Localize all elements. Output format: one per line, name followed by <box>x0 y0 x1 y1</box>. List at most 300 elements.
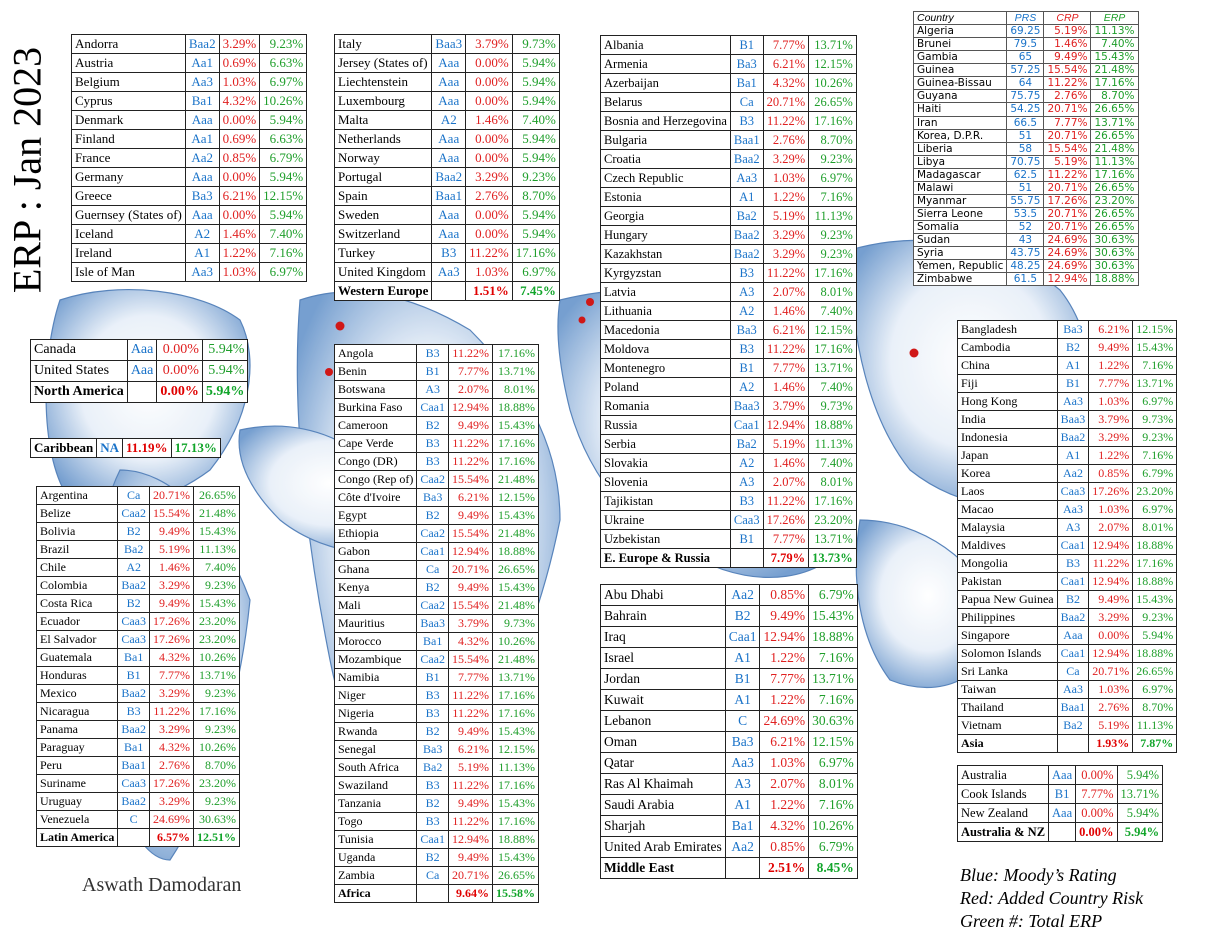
erp-value: 7.16% <box>1133 447 1177 465</box>
table-row <box>914 194 1139 207</box>
erp-value: 17.16% <box>492 453 538 471</box>
country-name: Haiti <box>914 103 1007 116</box>
country-name: Uruguay <box>37 793 118 811</box>
crp-value: 5.19% <box>763 435 809 454</box>
moody-rating: B3 <box>417 435 449 453</box>
table-row <box>37 739 240 757</box>
table-row <box>31 361 248 382</box>
crp-value: 24.69% <box>1044 247 1091 260</box>
country-name: Brazil <box>37 541 118 559</box>
erp-value: 21.48% <box>492 471 538 489</box>
table-row <box>601 302 857 321</box>
crp-value: 9.49% <box>149 523 193 541</box>
country-name: Tajikistan <box>601 492 731 511</box>
table-row <box>335 417 539 435</box>
erp-value: 15.43% <box>492 795 538 813</box>
erp-value: 7.16% <box>809 648 858 669</box>
crp-value: 20.71% <box>1044 181 1091 194</box>
moody-rating: Ba3 <box>417 741 449 759</box>
country-name: Iran <box>914 116 1007 129</box>
country-name: Malaysia <box>958 519 1058 537</box>
table-row <box>914 142 1139 155</box>
table-row <box>335 813 539 831</box>
table-row <box>601 169 857 188</box>
moody-rating: B1 <box>118 667 150 685</box>
crp-value: 12.94% <box>448 831 492 849</box>
moody-rating: Aa3 <box>1057 393 1089 411</box>
erp-value: 30.63% <box>193 811 239 829</box>
country-name: Somalia <box>914 221 1007 234</box>
erp-value: 26.65% <box>1091 207 1138 220</box>
country-name: Togo <box>335 813 417 831</box>
country-name: Austria <box>72 54 186 73</box>
erp-value: 7.45% <box>512 282 559 301</box>
crp-value: 11.22% <box>763 112 809 131</box>
erp-value: 17.16% <box>1133 555 1177 573</box>
legend <box>960 864 1143 933</box>
moody-rating: Caa1 <box>1057 573 1089 591</box>
prs-score: 48.25 <box>1007 260 1044 273</box>
erp-value: 17.13% <box>171 439 220 458</box>
table-row <box>601 321 857 340</box>
moody-rating: Caa1 <box>1057 645 1089 663</box>
erp-value: 7.40% <box>193 559 239 577</box>
erp-value: 13.71% <box>1117 785 1163 804</box>
country-name: North America <box>31 382 128 403</box>
moody-rating: Baa1 <box>432 187 466 206</box>
erp-value: 11.13% <box>193 541 239 559</box>
table-row <box>72 187 307 206</box>
erp-value: 17.16% <box>809 340 857 359</box>
crp-value: 4.32% <box>219 92 260 111</box>
legend-crp: Red: Added Country Risk <box>960 888 1144 908</box>
table-row <box>37 721 240 739</box>
legend-erp: Green #: Total ERP <box>960 911 1103 931</box>
moody-rating: Caa1 <box>1057 537 1089 555</box>
table-row <box>72 225 307 244</box>
prs-score: 64 <box>1007 77 1044 90</box>
moody-rating: Ba1 <box>185 92 219 111</box>
table-row <box>601 283 857 302</box>
erp-value: 30.63% <box>1091 247 1138 260</box>
country-name: Greece <box>72 187 186 206</box>
table-row <box>335 687 539 705</box>
country-name: Morocco <box>335 633 417 651</box>
erp-value: 12.15% <box>809 732 858 753</box>
erp-value: 15.43% <box>492 507 538 525</box>
crp-value: 11.22% <box>1044 77 1091 90</box>
erp-value: 23.20% <box>193 631 239 649</box>
table-row <box>958 375 1177 393</box>
crp-value: 0.00% <box>466 92 513 111</box>
asia-table <box>957 320 1177 753</box>
table-row <box>601 711 858 732</box>
prs-score: 52 <box>1007 221 1044 234</box>
table-row <box>914 247 1139 260</box>
crp-value: 1.03% <box>219 73 260 92</box>
total-row <box>335 282 560 301</box>
table-row <box>914 181 1139 194</box>
crp-value: 1.93% <box>1089 735 1133 753</box>
country-name: Guinea-Bissau <box>914 77 1007 90</box>
erp-value: 6.97% <box>260 263 307 282</box>
table-row <box>37 793 240 811</box>
table-row <box>601 816 858 837</box>
table-row <box>335 453 539 471</box>
country-name: Rwanda <box>335 723 417 741</box>
moody-rating: Ca <box>417 561 449 579</box>
moody-rating: A2 <box>730 302 763 321</box>
erp-value: 18.88% <box>492 399 538 417</box>
prs-score: 79.5 <box>1007 38 1044 51</box>
country-name: Andorra <box>72 35 186 54</box>
country-name: Macao <box>958 501 1058 519</box>
erp-value: 10.26% <box>809 816 858 837</box>
erp-value: 7.16% <box>260 244 307 263</box>
table-row <box>958 393 1177 411</box>
country-name: Honduras <box>37 667 118 685</box>
country-name: Hong Kong <box>958 393 1058 411</box>
erp-value: 26.65% <box>1091 129 1138 142</box>
crp-value: 2.76% <box>1089 699 1133 717</box>
moody-rating: A3 <box>1057 519 1089 537</box>
moody-rating: Baa2 <box>730 150 763 169</box>
erp-value: 6.97% <box>1133 681 1177 699</box>
table-row <box>958 785 1163 804</box>
erp-value: 10.26% <box>492 633 538 651</box>
country-name: Benin <box>335 363 417 381</box>
country-name: Pakistan <box>958 573 1058 591</box>
prs-score: 65 <box>1007 51 1044 64</box>
crp-value: 20.71% <box>763 93 809 112</box>
moody-rating: C <box>118 811 150 829</box>
moody-rating: Ba1 <box>725 816 760 837</box>
table-row <box>335 206 560 225</box>
table-row <box>601 55 857 74</box>
country-name: Congo (DR) <box>335 453 417 471</box>
country-name: Sweden <box>335 206 432 225</box>
table-row <box>37 631 240 649</box>
country-name: Korea, D.P.R. <box>914 129 1007 142</box>
prs-score: 51 <box>1007 181 1044 194</box>
erp-value: 26.65% <box>1091 103 1138 116</box>
crp-value: 4.32% <box>448 633 492 651</box>
country-name: Cape Verde <box>335 435 417 453</box>
erp-value: 30.63% <box>1091 234 1138 247</box>
crp-value: 0.00% <box>219 206 260 225</box>
country-name: Malta <box>335 111 432 130</box>
erp-value: 5.94% <box>512 130 559 149</box>
table-row <box>335 149 560 168</box>
crp-value: 0.85% <box>1089 465 1133 483</box>
crp-value: 1.22% <box>1089 357 1133 375</box>
erp-value: 17.16% <box>492 705 538 723</box>
erp-value: ERP <box>1091 12 1138 25</box>
moody-rating: Baa2 <box>1057 429 1089 447</box>
crp-value: 1.03% <box>1089 393 1133 411</box>
moody-rating <box>118 829 150 847</box>
erp-value: 23.20% <box>1133 483 1177 501</box>
country-name: Spain <box>335 187 432 206</box>
erp-value: 9.23% <box>193 685 239 703</box>
country-name: Ethiopia <box>335 525 417 543</box>
erp-value: 7.40% <box>260 225 307 244</box>
moody-rating: Aaa <box>432 130 466 149</box>
country-name: Burkina Faso <box>335 399 417 417</box>
country-name: Paraguay <box>37 739 118 757</box>
table-row <box>72 244 307 263</box>
table-row <box>601 340 857 359</box>
page-title <box>0 20 54 320</box>
table-row <box>601 226 857 245</box>
table-row <box>601 188 857 207</box>
moody-rating: A3 <box>725 774 760 795</box>
crp-value: 2.76% <box>149 757 193 775</box>
moody-rating: Baa2 <box>730 245 763 264</box>
moody-rating: B2 <box>417 417 449 435</box>
crp-value: 17.26% <box>149 613 193 631</box>
erp-value: 21.48% <box>492 651 538 669</box>
moody-rating: B1 <box>417 669 449 687</box>
crp-value: 1.22% <box>760 795 809 816</box>
crp-value: 9.49% <box>1089 339 1133 357</box>
erp-value: 5.94% <box>202 340 248 361</box>
table-row <box>601 492 857 511</box>
erp-value: 11.13% <box>809 207 857 226</box>
country-name: France <box>72 149 186 168</box>
crp-value: 9.64% <box>448 885 492 903</box>
moody-rating: Aa3 <box>185 73 219 92</box>
erp-value: 26.65% <box>1091 221 1138 234</box>
country-name: Senegal <box>335 741 417 759</box>
erp-value: 6.97% <box>512 263 559 282</box>
table-row <box>335 561 539 579</box>
table-row <box>601 112 857 131</box>
crp-value: 0.00% <box>1076 804 1117 823</box>
erp-value: 13.71% <box>492 363 538 381</box>
country-name: Bolivia <box>37 523 118 541</box>
table-row <box>601 606 858 627</box>
country-name: Germany <box>72 168 186 187</box>
moody-rating: Caa3 <box>118 631 150 649</box>
country-name: Estonia <box>601 188 731 207</box>
crp-value: 0.85% <box>219 149 260 168</box>
erp-value: 17.16% <box>1091 168 1138 181</box>
header-row <box>914 12 1139 25</box>
erp-value: 8.01% <box>809 473 857 492</box>
country-name: Norway <box>335 149 432 168</box>
moody-rating: B2 <box>417 579 449 597</box>
moody-rating: Caa1 <box>730 416 763 435</box>
table-row <box>958 591 1177 609</box>
erp-value: 11.13% <box>1091 25 1138 38</box>
total-row <box>958 823 1163 842</box>
erp-value: 15.43% <box>492 417 538 435</box>
erp-value: 17.16% <box>512 244 559 263</box>
crp-value: 0.00% <box>466 130 513 149</box>
crp-value: 20.71% <box>149 487 193 505</box>
table-row <box>601 435 857 454</box>
table-row <box>37 757 240 775</box>
country-name: Indonesia <box>958 429 1058 447</box>
crp-value: 20.71% <box>448 561 492 579</box>
table-row <box>601 753 858 774</box>
moody-rating: C <box>725 711 760 732</box>
erp-value: 13.71% <box>809 530 857 549</box>
country-name: Bosnia and Herzegovina <box>601 112 731 131</box>
crp-value: 12.94% <box>1089 645 1133 663</box>
erp-value: 5.94% <box>1117 804 1163 823</box>
country-name: Jersey (States of) <box>335 54 432 73</box>
erp-value: 17.16% <box>492 813 538 831</box>
crp-value: 1.46% <box>219 225 260 244</box>
country-name: Botswana <box>335 381 417 399</box>
crp-value: 5.19% <box>448 759 492 777</box>
crp-value: 0.00% <box>1076 823 1117 842</box>
erp-value: 18.88% <box>1133 645 1177 663</box>
western-europe-table-left <box>71 34 307 282</box>
erp-value: 9.23% <box>260 35 307 54</box>
crp-value: 11.22% <box>763 340 809 359</box>
crp-value: 6.21% <box>219 187 260 206</box>
moody-rating: B3 <box>730 340 763 359</box>
erp-value: 12.15% <box>1133 321 1177 339</box>
crp-value: 11.22% <box>448 777 492 795</box>
country-name: Guernsey (States of) <box>72 206 186 225</box>
table-row <box>335 381 539 399</box>
country-name: Côte d'Ivoire <box>335 489 417 507</box>
table-row <box>958 321 1177 339</box>
crp-value: 1.51% <box>466 282 513 301</box>
erp-value: 5.94% <box>260 111 307 130</box>
erp-value: 6.97% <box>809 169 857 188</box>
country-name: Liechtenstein <box>335 73 432 92</box>
moody-rating: Aa3 <box>725 753 760 774</box>
erp-value: 13.71% <box>809 36 857 55</box>
erp-value: 13.71% <box>809 359 857 378</box>
crp-value: 7.77% <box>763 36 809 55</box>
moody-rating: A1 <box>185 244 219 263</box>
country-name: Bangladesh <box>958 321 1058 339</box>
moody-rating: Aaa <box>127 361 157 382</box>
erp-value: 13.71% <box>809 669 858 690</box>
erp-value: 12.51% <box>193 829 239 847</box>
crp-value: 11.22% <box>448 705 492 723</box>
crp-value: 12.94% <box>763 416 809 435</box>
crp-value: 0.69% <box>219 130 260 149</box>
moody-rating: B1 <box>417 363 449 381</box>
prs-score: 62.5 <box>1007 168 1044 181</box>
country-name: Latin America <box>37 829 118 847</box>
crp-value: 17.26% <box>149 775 193 793</box>
moody-rating: B3 <box>417 705 449 723</box>
moody-rating: Caa3 <box>118 775 150 793</box>
moody-rating: Baa3 <box>417 615 449 633</box>
crp-value: 20.71% <box>1089 663 1133 681</box>
moody-rating: Aa2 <box>725 585 760 606</box>
erp-value: 18.88% <box>809 416 857 435</box>
prs-score: 53.5 <box>1007 207 1044 220</box>
country-name: Country <box>914 12 1007 25</box>
crp-value: 2.07% <box>448 381 492 399</box>
erp-value: 7.40% <box>1091 38 1138 51</box>
erp-value: 5.94% <box>512 92 559 111</box>
country-name: Argentina <box>37 487 118 505</box>
crp-value: 1.03% <box>1089 681 1133 699</box>
crp-value: 11.22% <box>448 345 492 363</box>
moody-rating: A1 <box>725 795 760 816</box>
table-row <box>601 245 857 264</box>
moody-rating: Caa1 <box>417 543 449 561</box>
moody-rating: B2 <box>118 595 150 613</box>
western-europe-table-right <box>334 34 560 301</box>
crp-value: 5.19% <box>149 541 193 559</box>
table-row <box>601 264 857 283</box>
country-name: Czech Republic <box>601 169 731 188</box>
table-row <box>335 651 539 669</box>
table-row <box>601 669 858 690</box>
country-name: Sharjah <box>601 816 726 837</box>
erp-value: 5.94% <box>512 225 559 244</box>
erp-value: 30.63% <box>1091 260 1138 273</box>
erp-value: 26.65% <box>1133 663 1177 681</box>
erp-value: 8.70% <box>809 131 857 150</box>
erp-value: 8.70% <box>193 757 239 775</box>
moody-rating: B3 <box>417 777 449 795</box>
country-name: Syria <box>914 247 1007 260</box>
table-row <box>601 648 858 669</box>
erp-value: 9.73% <box>1133 411 1177 429</box>
country-name: Mexico <box>37 685 118 703</box>
moody-rating: Baa2 <box>118 793 150 811</box>
moody-rating: Caa2 <box>417 471 449 489</box>
crp-value: 1.46% <box>763 378 809 397</box>
country-name: Chile <box>37 559 118 577</box>
crp-value: 4.32% <box>763 74 809 93</box>
moody-rating: Ba2 <box>730 435 763 454</box>
table-row <box>37 487 240 505</box>
table-row <box>601 454 857 473</box>
crp-value: 20.71% <box>1044 103 1091 116</box>
erp-value: 17.16% <box>492 345 538 363</box>
moody-rating: Caa2 <box>417 597 449 615</box>
country-name: Iceland <box>72 225 186 244</box>
crp-value: 17.26% <box>149 631 193 649</box>
moody-rating: Ba3 <box>185 187 219 206</box>
crp-value: 0.85% <box>760 837 809 858</box>
table-row <box>335 741 539 759</box>
country-name: Turkey <box>335 244 432 263</box>
crp-value: 3.79% <box>763 397 809 416</box>
table-row <box>72 73 307 92</box>
crp-value: 1.22% <box>1089 447 1133 465</box>
moody-rating: A2 <box>730 378 763 397</box>
crp-value: 15.54% <box>448 525 492 543</box>
crp-value: 15.54% <box>448 597 492 615</box>
table-row <box>335 831 539 849</box>
moody-rating: Aaa <box>432 206 466 225</box>
table-row <box>72 263 307 282</box>
crp-value: 17.26% <box>763 511 809 530</box>
table-row <box>601 378 857 397</box>
country-name: Philippines <box>958 609 1058 627</box>
table-row <box>914 116 1139 129</box>
moody-rating: Ba3 <box>730 321 763 340</box>
country-name: United Kingdom <box>335 263 432 282</box>
crp-value: 9.49% <box>1089 591 1133 609</box>
country-name: Netherlands <box>335 130 432 149</box>
erp-value: 5.94% <box>202 361 248 382</box>
